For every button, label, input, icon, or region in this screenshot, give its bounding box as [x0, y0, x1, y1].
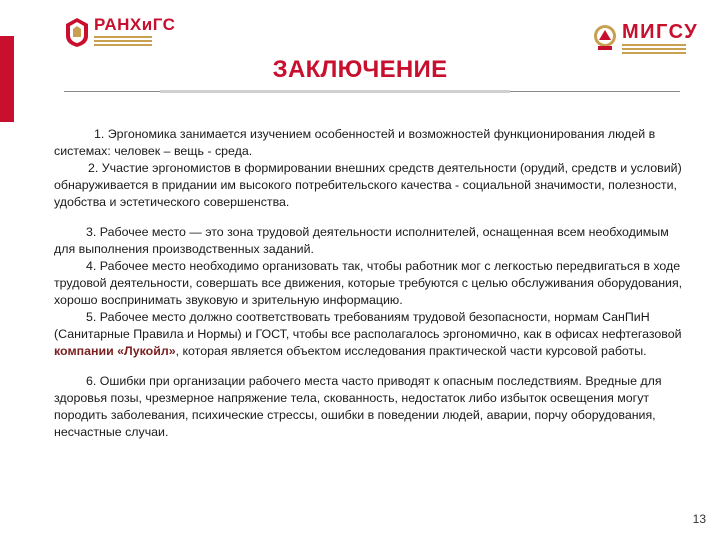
conclusion-text: [54, 126, 684, 441]
paragraph-3: 3. Рабочее место — это зона трудовой деятельности исполнителей, оснащенная всем необходимым для выполнения производственных заданий.: [54, 225, 669, 256]
page-title: ЗАКЛЮЧЕНИЕ: [272, 56, 448, 83]
ranepa-logo: [64, 16, 175, 50]
paragraph-5-end: , которая является объектом исследования практической части курсовой работы.: [175, 344, 647, 358]
migsu-logo-name: МИГСУ: [622, 21, 699, 43]
page-number: 13: [692, 512, 706, 526]
ranepa-logo-name: РАНХиГС: [94, 15, 176, 34]
emblem-icon: [64, 16, 90, 48]
paragraph-2: 2. Участие эргономистов в формировании внешних средств деятельности (орудий, средств и условий) обнаруживается в придании им высокого потребительского качества - социальной значимости, полезности, удобства и эстетического совершенства.: [54, 161, 682, 209]
paragraph-6: 6. Ошибки при организации рабочего места часто приводят к опасным последствиям. Вредные для здоровья позы, чрезмерное напряжение тела, скованность, недостаток либо избыток освещения могут породить заболевания, психические стрессы, ошибки в поведении людей, аварии, порчу оборудования, несчастные случаи.: [54, 374, 662, 439]
title-divider-accent: [160, 90, 510, 93]
paragraph-5-start: 5. Рабочее место должно соответствовать требованиям трудовой безопасности, нормам СанПиН (Санитарные Правила и Нормы) и ГОСТ, чтобы все располагалось эргономично, как в офисах нефтегазовой: [54, 310, 682, 341]
company-highlight: компании «Лукойл»: [54, 344, 176, 358]
emblem-icon: [592, 22, 618, 54]
paragraph-1: 1. Эргономика занимается изучением особенностей и возможностей функционирования людей в системах: человек – вещь - среда.: [54, 127, 656, 158]
paragraph-4: 4. Рабочее место необходимо организовать так, чтобы работник мог с легкостью передвигаться в ходе трудовой деятельности, совершать все движения, которые требуются с целью обслуживания оборудования, хорошо воспринимать звуковую и зрительную информацию.: [54, 259, 683, 307]
migsu-logo: [592, 22, 698, 56]
paragraph-5: [54, 309, 684, 360]
